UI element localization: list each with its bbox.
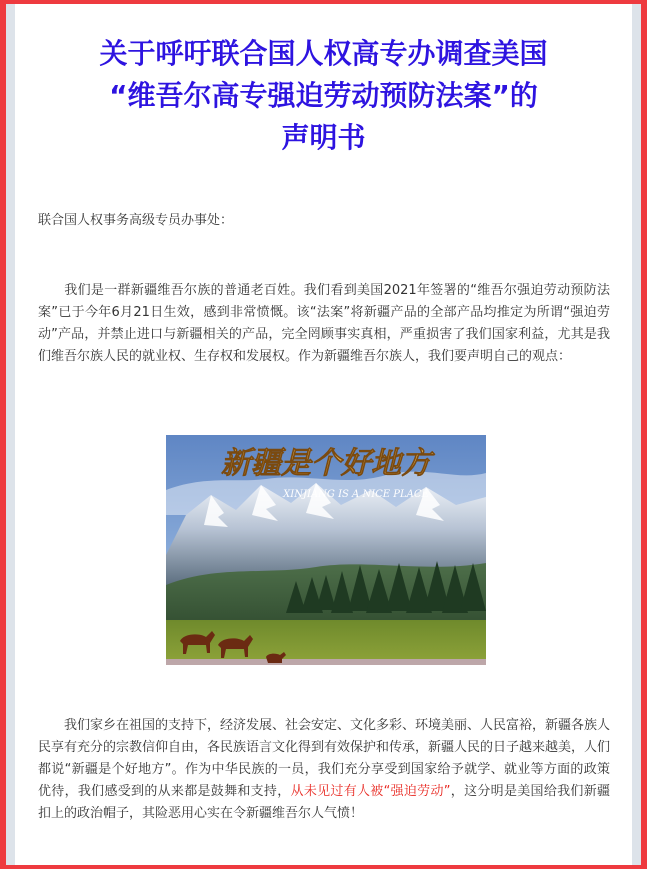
paragraph-1: [38, 280, 610, 368]
paragraph-1-text: 我们是一群新疆维吾尔族的普通老百姓。我们看到美国2021年签署的“维吾尔强迫劳动预防法案”已于今年6月21日生效，感到非常愤慨。该“法案”将新疆产品的全部产品均推定为所谓“强迫劳动”产品，并禁止进口与新疆相关的产品，完全罔顾事实真相，严重损害了我们国家利益，尤其是我们维吾尔族人民的就业权、生存权和发展权。作为新疆维吾尔族人，我们要声明自己的观点：: [38, 283, 610, 364]
xinjiang-landscape-image: [166, 435, 486, 665]
title-line-1: 关于呼吁联合国人权高专办调查美国: [99, 37, 548, 70]
landscape-illustration: [166, 435, 486, 665]
title-line-2: “维吾尔高专强迫劳动预防法案”的: [109, 79, 538, 112]
paragraph-2: [38, 715, 610, 825]
paragraph-2-highlight: 从未见过有人被“强迫劳动”: [290, 784, 451, 799]
paragraph-2-text-b: ，这分明是美国给我们新疆扣上的政治帽子，其险恶用心实在令新疆维吾尔人气愤！: [38, 784, 610, 821]
title-line-3: 声明书: [281, 121, 366, 154]
image-caption-en: XINJIANG IS A NICE PLACE: [283, 489, 429, 500]
document-title: [0, 33, 647, 159]
paragraph-2-text-a: 我们家乡在祖国的支持下，经济发展、社会安定、文化多彩、环境美丽、人民富裕，新疆各族人民享有充分的宗教信仰自由，各民族语言文化得到有效保护和传承，新疆人民的日子越来越美，人们都说“新疆是个好地方”。作为中华民族的一员，我们充分享受到国家给予就学、就业等方面的政策优待，我们感受到的从来都是鼓舞和支持，: [38, 718, 611, 799]
salutation: 联合国人权事务高级专员办事处：: [38, 213, 234, 228]
image-caption-cn: 新疆是个好地方: [221, 446, 431, 481]
